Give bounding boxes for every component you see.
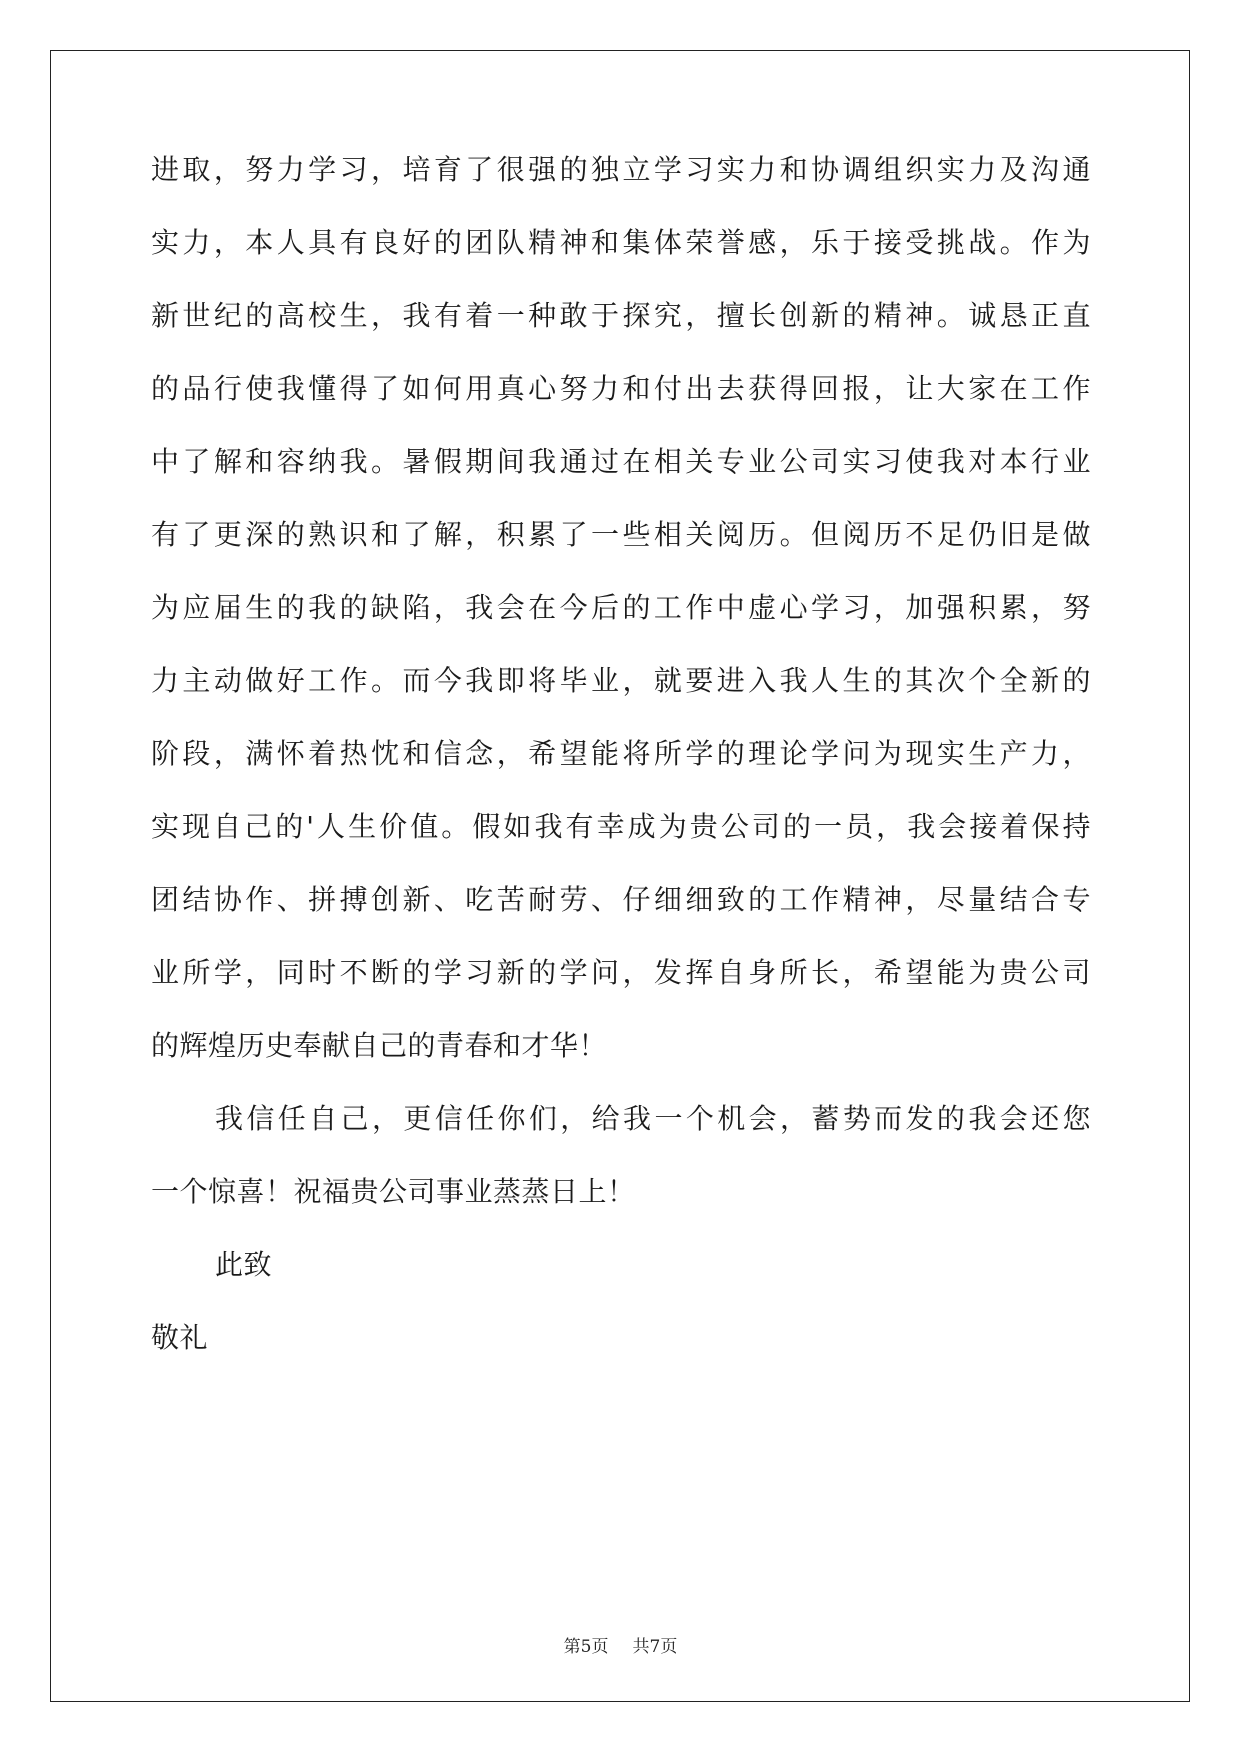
page-footer [0, 1632, 1241, 1656]
body-line: 阶段，满怀着热忱和信念，希望能将所学的理论学问为现实生产力， [151, 737, 1091, 770]
body-line: 新世纪的高校生，我有着一种敢于探究，擅长创新的精神。诚恳正直 [151, 299, 1091, 332]
body-line: 的辉煌历史奉献自己的青春和才华！ [151, 1029, 608, 1062]
salutation: 此致 [215, 1248, 273, 1281]
body-line: 中了解和容纳我。暑假期间我通过在相关专业公司实习使我对本行业 [151, 445, 1091, 478]
body-line: 为应届生的我的缺陷，我会在今后的工作中虚心学习，加强积累，努 [151, 591, 1091, 624]
body-line: 实现自己的'人生价值。假如我有幸成为贵公司的一员，我会接着保持 [151, 810, 1091, 843]
regards: 敬礼 [151, 1321, 209, 1354]
body-line: 进取，努力学习，培育了很强的独立学习实力和协调组织实力及沟通 [151, 153, 1091, 186]
body-line: 团结协作、拼搏创新、吃苦耐劳、仔细细致的工作精神，尽量结合专 [151, 883, 1091, 916]
body-line: 力主动做好工作。而今我即将毕业，就要进入我人生的其次个全新的 [151, 664, 1091, 697]
closing-line: 我信任自己，更信任你们，给我一个机会，蓄势而发的我会还您 [215, 1102, 1091, 1135]
closing-line: 一个惊喜！祝福贵公司事业蒸蒸日上！ [151, 1175, 636, 1208]
page-number: 第5页 [563, 1637, 609, 1657]
page-total: 共7页 [632, 1637, 678, 1657]
body-line: 业所学，同时不断的学习新的学问，发挥自身所长，希望能为贵公司 [151, 956, 1091, 989]
body-line: 实力，本人具有良好的团队精神和集体荣誉感，乐于接受挑战。作为 [151, 226, 1091, 259]
body-line: 有了更深的熟识和了解，积累了一些相关阅历。但阅历不足仍旧是做 [151, 518, 1091, 551]
body-line: 的品行使我懂得了如何用真心努力和付出去获得回报，让大家在工作 [151, 372, 1091, 405]
